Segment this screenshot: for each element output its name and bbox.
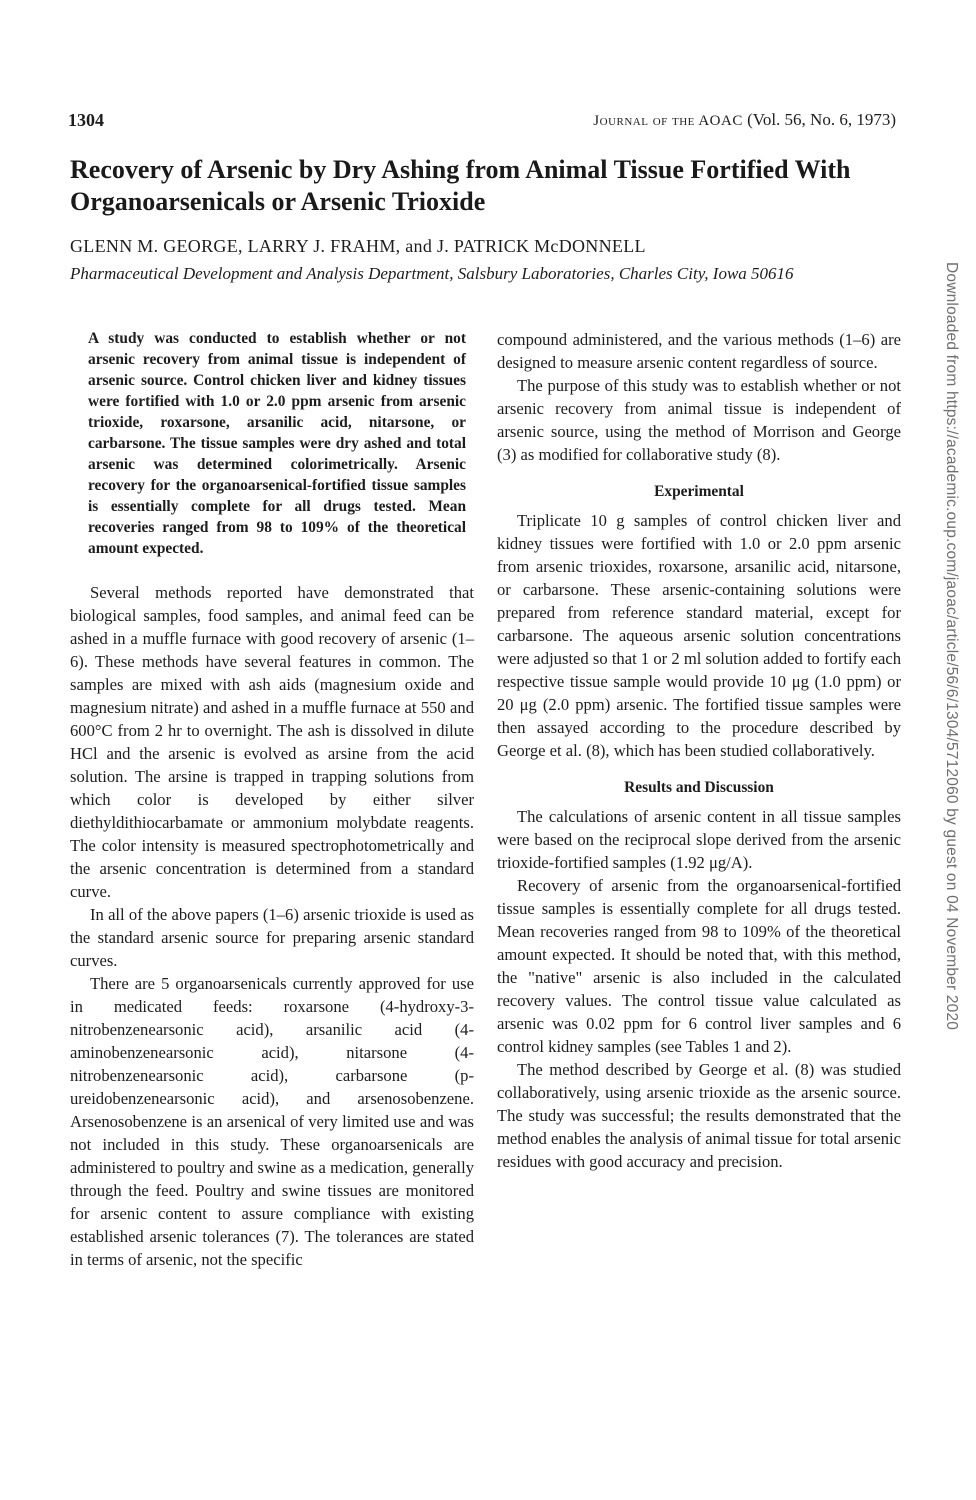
- journal-header: [593, 110, 896, 130]
- author-list: GLENN M. GEORGE, LARRY J. FRAHM, and J. PATRICK McDONNELL: [70, 236, 646, 256]
- right-column: [497, 328, 901, 1173]
- body-paragraph: Triplicate 10 g samples of control chicken liver and kidney tissues were fortified with 1.0 or 2.0 ppm arsenic from arsenic trioxides, roxarsone, arsanilic acid, nitarsone, or carbarsone. These arsenic-containing solutions were prepared from reference standard material, except for carbarsone. The aqueous arsenic solution concentrations were adjusted so that 1 or 2 ml solution added to fortify each respective tissue sample would provide 10 μg (1.0 ppm) or 20 μg (2.0 ppm) arsenic. The fortified tissue samples were then assayed according to the procedure described by George et al. (8), which has been studied collaboratively.: [497, 511, 901, 760]
- abstract: A study was conducted to establish whether or not arsenic recovery from animal tissue is independent of arsenic source. Control chicken liver and kidney tissues were fortified with 1.0 or 2.0 ppm arsenic from arsenic trioxide, roxarsone, arsanilic acid, nitarsone, or carbarsone. The tissue samples were dry ashed and total arsenic was determined colorimetrically. Arsenic recovery for the organoarsenical-fortified tissue samples is essentially complete for all drugs tested. Mean recoveries ranged from 98 to 109% of the theoretical amount expected.: [88, 330, 466, 557]
- journal-issue: (Vol. 56, No. 6, 1973): [747, 110, 896, 129]
- left-column: [70, 328, 474, 1271]
- page-number: 1304: [68, 110, 104, 130]
- body-paragraph: The purpose of this study was to establish whether or not arsenic recovery from animal tissue is independent of arsenic source, using the method of Morrison and George (3) as modified for collaborative study (8).: [497, 376, 901, 464]
- section-heading-results: Results and Discussion: [624, 779, 774, 796]
- body-paragraph: The method described by George et al. (8) was studied collaboratively, using arsenic trioxide as the arsenic source. The study was successful; the results demonstrated that the method enables the analysis of animal tissue for total arsenic residues with good accuracy and precision.: [497, 1060, 901, 1171]
- body-paragraph: In all of the above papers (1–6) arsenic trioxide is used as the standard arsenic source for preparing arsenic standard curves.: [70, 905, 474, 970]
- affiliation: Pharmaceutical Development and Analysis Department, Salsbury Laboratories, Charles City, Iowa 50616: [70, 264, 794, 283]
- body-paragraph: Recovery of arsenic from the organoarsenical-fortified tissue samples is essentially complete for all drugs tested. Mean recoveries ranged from 98 to 109% of the theoretical amount expected. It should be noted that, with this method, the "native" arsenic is also included in the calculated recovery values. The control tissue value calculated as arsenic was 0.02 ppm for 6 control liver samples and 6 control kidney samples (see Tables 1 and 2).: [497, 876, 901, 1056]
- journal-name: Journal of the AOAC: [593, 113, 743, 129]
- section-heading-experimental: Experimental: [654, 483, 744, 500]
- body-paragraph: There are 5 organoarsenicals currently approved for use in medicated feeds: roxarsone (4-hydroxy-3-nitrobenzenearsonic acid), arsanilic acid (4-aminobenzenearsonic acid), nitarsone (4-nitrobenzenearsonic acid), carbarsone (p-ureidobenzenearsonic acid), and arsenosobenzene. Arsenosobenzene is an arsenical of very limited use and was not included in this study. These organoarsenicals are administered to poultry and swine as a medication, generally through the feed. Poultry and swine tissues are monitored for arsenic content to assure compliance with existing established arsenic tolerances (7). The tolerances are stated in terms of arsenic, not the specific: [70, 974, 474, 1269]
- body-paragraph: compound administered, and the various methods (1–6) are designed to measure arsenic content regardless of source.: [497, 330, 901, 372]
- body-paragraph: The calculations of arsenic content in all tissue samples were based on the reciprocal slope derived from the arsenic trioxide-fortified samples (1.92 μg/A).: [497, 807, 901, 872]
- body-paragraph: Several methods reported have demonstrated that biological samples, food samples, and animal feed can be ashed in a muffle furnace with good recovery of arsenic (1–6). These methods have several features in common. The samples are mixed with ash aids (magnesium oxide and magnesium nitrate) and ashed in a muffle furnace at 550 and 600°C from 2 hr to overnight. The ash is dissolved in dilute HCl and the arsenic is evolved as arsine from the acid solution. The arsine is trapped in trapping solutions from which color is developed by either silver diethyldithiocarbamate or ammonium molybdate reagents. The color intensity is measured spectrophotometrically and the arsenic concentration is determined from a standard curve.: [70, 583, 474, 901]
- download-watermark: Downloaded from https://academic.oup.com/jaoac/article/56/6/1304/5712060 by guest on 04 November 2020: [943, 262, 960, 1031]
- article-title: Recovery of Arsenic by Dry Ashing from Animal Tissue Fortified With Organoarsenicals or Arsenic Trioxide: [70, 155, 851, 216]
